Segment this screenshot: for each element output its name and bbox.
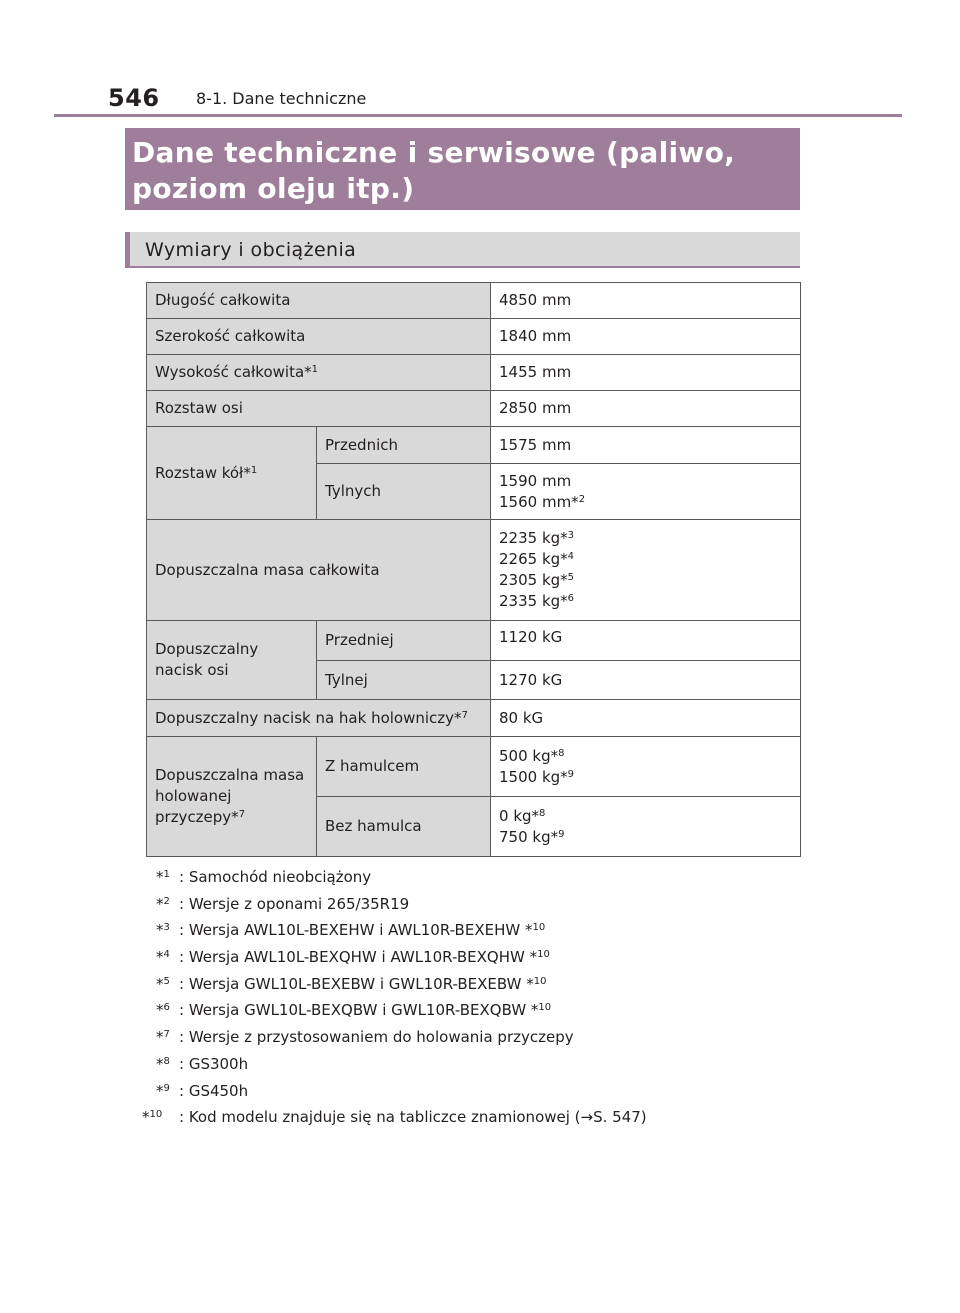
footnote-marker: *$^6$ (156, 1001, 170, 1020)
footnote-text: : Wersje z oponami 265/35R19 (179, 894, 410, 913)
footnote (146, 866, 806, 893)
row-label: Wysokość całkowita*$^1$ (147, 355, 491, 391)
footnote (146, 946, 806, 973)
sub-label: Przednich (317, 427, 491, 464)
row-label: Dopuszczalna masa holowanej przyczepy*$^7$ (147, 737, 317, 857)
footnote-text: : Samochód nieobciążony (179, 868, 372, 886)
row-value: 2850 mm (491, 391, 801, 427)
row-value: 500 kg*$^8$ 1500 kg*$^9$ (491, 737, 801, 797)
footnote-text: : Kod modelu znajduje się na tabliczce znamionowej (→S. 547) (179, 1108, 647, 1127)
row-value: 0 kg*$^8$ 750 kg*$^9$ (491, 797, 801, 857)
footnote-marker: *$^9$ (156, 1081, 170, 1100)
table-row (147, 427, 801, 464)
table-row (147, 621, 801, 661)
footnote-marker: *$^4$ (156, 948, 170, 967)
sub-label: Z hamulcem (317, 737, 491, 797)
row-value: 1575 mm (491, 427, 801, 464)
row-label: Dopuszczalny nacisk osi (147, 621, 317, 700)
footnote-text: : Wersja AWL10L-BEXEHW i AWL10R-BEXEHW *$^{10}$ (179, 921, 546, 940)
footnote-marker: *$^1$ (156, 868, 170, 886)
subheading: Wymiary i obciążenia (145, 239, 357, 261)
page-title: Dane techniczne i serwisowe (paliwo, poziom oleju itp.) (132, 136, 736, 205)
header-rule (54, 114, 902, 117)
footnotes (142, 866, 806, 1133)
table-row (147, 391, 801, 427)
section-label: 8-1. Dane techniczne (196, 89, 367, 108)
page-number: 546 (108, 84, 160, 112)
footnote-text: : Wersja AWL10L-BEXQHW i AWL10R-BEXQHW *$^{10}$ (179, 948, 550, 967)
footnote-text: : Wersja GWL10L-BEXEBW i GWL10R-BEXEBW *$^{10}$ (179, 974, 547, 993)
row-label: Dopuszczalna masa całkowita (147, 520, 491, 621)
footnote (146, 893, 806, 920)
row-value: 2235 kg*$^3$ 2265 kg*$^4$ 2305 kg*$^5$ 2335 kg*$^6$ (491, 520, 801, 621)
footnote (146, 919, 806, 946)
table-row (147, 700, 801, 737)
sub-label: Bez hamulca (317, 797, 491, 857)
footnote-marker: *$^{10}$ (142, 1108, 163, 1127)
table-row (147, 737, 801, 797)
footnote-marker: *$^7$ (156, 1028, 170, 1047)
table-row (147, 355, 801, 391)
sub-label: Tylnych (317, 464, 491, 520)
row-value: 80 kG (491, 700, 801, 737)
row-value: 1270 kG (491, 661, 801, 700)
row-value: 4850 mm (491, 283, 801, 319)
row-value: 1590 mm 1560 mm*$^2$ (491, 464, 801, 520)
footnote-marker: *$^2$ (156, 894, 170, 913)
row-label: Dopuszczalny nacisk na hak holowniczy*$^7$ (147, 700, 491, 737)
table-row (147, 283, 801, 319)
footnote-marker: *$^8$ (156, 1054, 170, 1073)
table-row (147, 520, 801, 621)
footnote-marker: *$^3$ (156, 921, 170, 940)
sub-label: Tylnej (317, 661, 491, 700)
footnote (146, 1053, 806, 1080)
row-value: 1120 kG (491, 621, 801, 661)
row-label: Rozstaw osi (147, 391, 491, 427)
footnote (146, 1026, 806, 1053)
footnote-marker: *$^5$ (156, 974, 170, 993)
footnote (146, 1080, 806, 1107)
row-value: 1840 mm (491, 319, 801, 355)
table-row (147, 319, 801, 355)
specifications-table (146, 282, 801, 857)
page-header (108, 84, 908, 114)
footnote-text: : Wersje z przystosowaniem do holowania przyczepy (179, 1028, 574, 1047)
footnote-text: : GS450h (179, 1081, 249, 1100)
title-box (125, 128, 800, 210)
footnote (146, 999, 806, 1026)
footnote (142, 1106, 806, 1133)
sub-label: Przedniej (317, 621, 491, 661)
footnote-text: : GS300h (179, 1054, 249, 1073)
row-label: Szerokość całkowita (147, 319, 491, 355)
row-value: 1455 mm (491, 355, 801, 391)
subheading-box (125, 232, 800, 268)
footnote-text: : Wersja GWL10L-BEXQBW i GWL10R-BEXQBW *$^{10}$ (179, 1001, 552, 1020)
row-label: Długość całkowita (147, 283, 491, 319)
footnote (146, 973, 806, 1000)
row-label: Rozstaw kół*$^1$ (147, 427, 317, 520)
